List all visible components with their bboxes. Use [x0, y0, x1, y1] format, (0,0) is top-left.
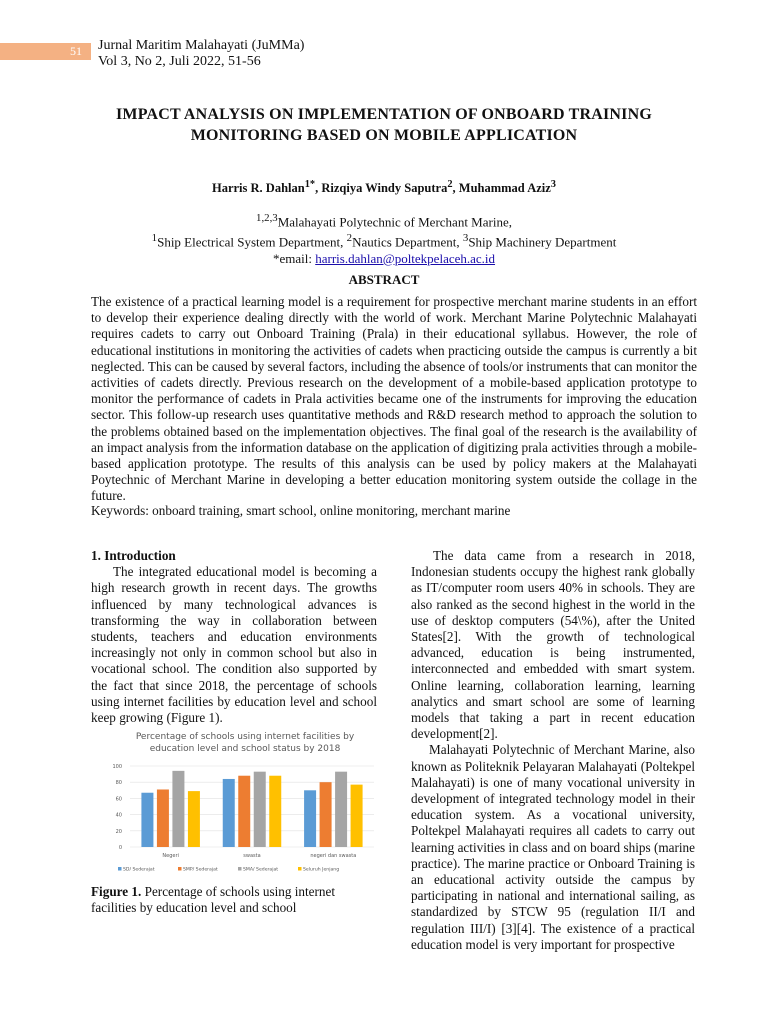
- title-line: IMPACT ANALYSIS ON IMPLEMENTATION OF ONBOARD TRAINING: [116, 106, 652, 123]
- legend-swatch: [298, 867, 302, 871]
- legend-label: SMA/ Sederajat: [243, 867, 279, 873]
- y-tick-label: 40: [115, 812, 122, 819]
- right-column: [411, 548, 695, 953]
- sup: 1: [151, 232, 158, 245]
- y-tick-label: 20: [115, 828, 122, 835]
- legend-label: SMP/ Sederajat: [183, 867, 218, 873]
- paragraph: The data came from a research in 2018, Indonesian students occupy the highest rank globally as IT/computer room users 40% in schools. They are also ranked as the second highest in the world in the use of desktop computers (54\%), after the United States[2]. With the growth of technological advanced, education is being instrumented, interconnected and embedded with smart system. Online learning, collaboration learning, learning analytics and smart school are some of learning models that taking a part in recent education development[2].: [411, 548, 695, 742]
- sup: 1,2,3: [256, 212, 278, 224]
- email-link[interactable]: harris.dahlan@poltekpelaceh.ac.id: [315, 250, 496, 266]
- x-tick-label: Negeri: [162, 853, 179, 859]
- institution: Malahayati Polytechnic of Merchant Marine,: [277, 214, 512, 230]
- y-tick-label: 100: [112, 764, 122, 770]
- keywords: Keywords: onboard training, smart school, online monitoring, merchant marine: [91, 503, 511, 518]
- bar-smpsederajat: [157, 789, 169, 847]
- author: Harris R. Dahlan: [211, 181, 305, 196]
- bar-smpsederajat: [238, 776, 250, 847]
- y-tick-label: 80: [115, 780, 122, 787]
- authors: [0, 179, 768, 196]
- bar-smasederajat: [335, 772, 347, 847]
- legend-label: Seluruh Jenjang: [303, 867, 340, 873]
- bar-seluruhjenjang: [188, 791, 200, 847]
- journal-header: [98, 38, 304, 70]
- paragraph: Malahayati Polytechnic of Merchant Marine, also known as Politeknik Pelayaran Malahayati (Poltekpel Malahayati) is one of many vocational university in development of integrated technology model in their education system. As a vocational university, Poltekpel Malahayati requires all cadets to carry out learning activities in class and on board ships (marine practice). The marine practice or Onboard Training is an educational activity outside the campus by participating in national and international sailing, as standardized by STCW 95 (regulation II/I and regulation III/I) [3][4]. The existence of a practical education model is very important for prospective: [411, 742, 695, 952]
- legend-swatch: [238, 867, 242, 871]
- sup: 3: [550, 179, 556, 190]
- y-tick-label: 0: [118, 845, 122, 851]
- department: Ship Machinery Department: [468, 234, 617, 250]
- sup: 1*: [304, 179, 316, 190]
- x-tick-label: negeri dan swasta: [310, 853, 357, 859]
- author: , Rizqiya Windy Saputra: [315, 181, 448, 196]
- bar-sdsederajat: [304, 790, 316, 847]
- legend-swatch: [118, 867, 122, 871]
- legend-label: SD/ Sederajat: [123, 867, 155, 873]
- author: , Muhammad Aziz: [452, 181, 551, 196]
- page-number: 51: [0, 43, 91, 60]
- email-label: *email:: [272, 250, 316, 266]
- left-column: [91, 548, 377, 726]
- bar-seluruhjenjang: [269, 776, 281, 847]
- bar-sdsederajat: [141, 793, 153, 847]
- chart-title: education level and school status by 2018: [149, 744, 341, 754]
- figure-1-chart: [112, 726, 378, 874]
- legend-swatch: [178, 867, 182, 871]
- x-tick-label: swasta: [243, 853, 261, 859]
- sup: 3: [462, 232, 469, 245]
- figure-caption: [91, 884, 377, 916]
- journal-name: Jurnal Maritim Malahayati (JuMMa): [98, 38, 305, 53]
- paper-title: [60, 104, 708, 146]
- journal-volume: Vol 3, No 2, Juli 2022, 51-56: [98, 54, 261, 69]
- abstract-heading: ABSTRACT: [348, 272, 420, 287]
- bar-smasederajat: [254, 772, 266, 847]
- bar-sdsederajat: [223, 779, 235, 847]
- y-tick-label: 60: [115, 796, 122, 803]
- title-line: MONITORING BASED ON MOBILE APPLICATION: [190, 127, 578, 144]
- chart-title: Percentage of schools using internet facilities by: [135, 732, 355, 742]
- department: Ship Electrical System Department,: [157, 234, 347, 250]
- sup: 2: [447, 179, 453, 190]
- sup: 2: [346, 232, 353, 245]
- caption-text: Percentage of schools using internet facilities by education level and school: [91, 884, 336, 916]
- department: Nautics Department,: [352, 234, 463, 250]
- bar-seluruhjenjang: [351, 785, 363, 847]
- abstract-text: The existence of a practical learning model is a requirement for prospective merchant marine students in an effort to develop their experience dealing directly with the world of work. Merchant Marine Polytechnic Malahayati requires cadets to carry out Onboard Training (Prala) in their educational syllabus. However, the role of educational institutions in monitoring the activities of cadets when practicing outside the campus is currently a bit neglected. This can be caused by several factors, including the absence of tools/or instruments that can monitor the activities of cadets directly. Previous research on the development of a mobile-based application prototype to monitor the performance of cadets in Prala activities became one of the instruments for improving the education sector. This follow-up research uses quantitative methods and R&D research method to approach the solution to the problems obtained based on the implementation objectives. The final goal of the research is the availability of an impact analysis from the information database on the application of digitizing prala activities through a mobile-based application prototype. The results of this analysis can be used by policy makers at the Malahayati Poytechnic of Merchant Marine in developing a better education monitoring system outside the collage in the future.: [91, 294, 697, 504]
- paragraph: The integrated educational model is becoming a high research growth in recent days. The growths influenced by many technological advances is transforming the way in collaboration between students, teachers and education environments increasingly not only in common school but also in vocational school. The condition also supported by the fact that since 2018, the percentage of schools using internet facilities by education level and school keep growing (Figure 1).: [91, 564, 377, 726]
- affiliations: [0, 210, 768, 267]
- bar-smasederajat: [172, 771, 184, 847]
- caption-label: Figure 1.: [91, 884, 142, 899]
- section-heading: 1. Introduction: [91, 548, 176, 563]
- bar-smpsederajat: [320, 782, 332, 847]
